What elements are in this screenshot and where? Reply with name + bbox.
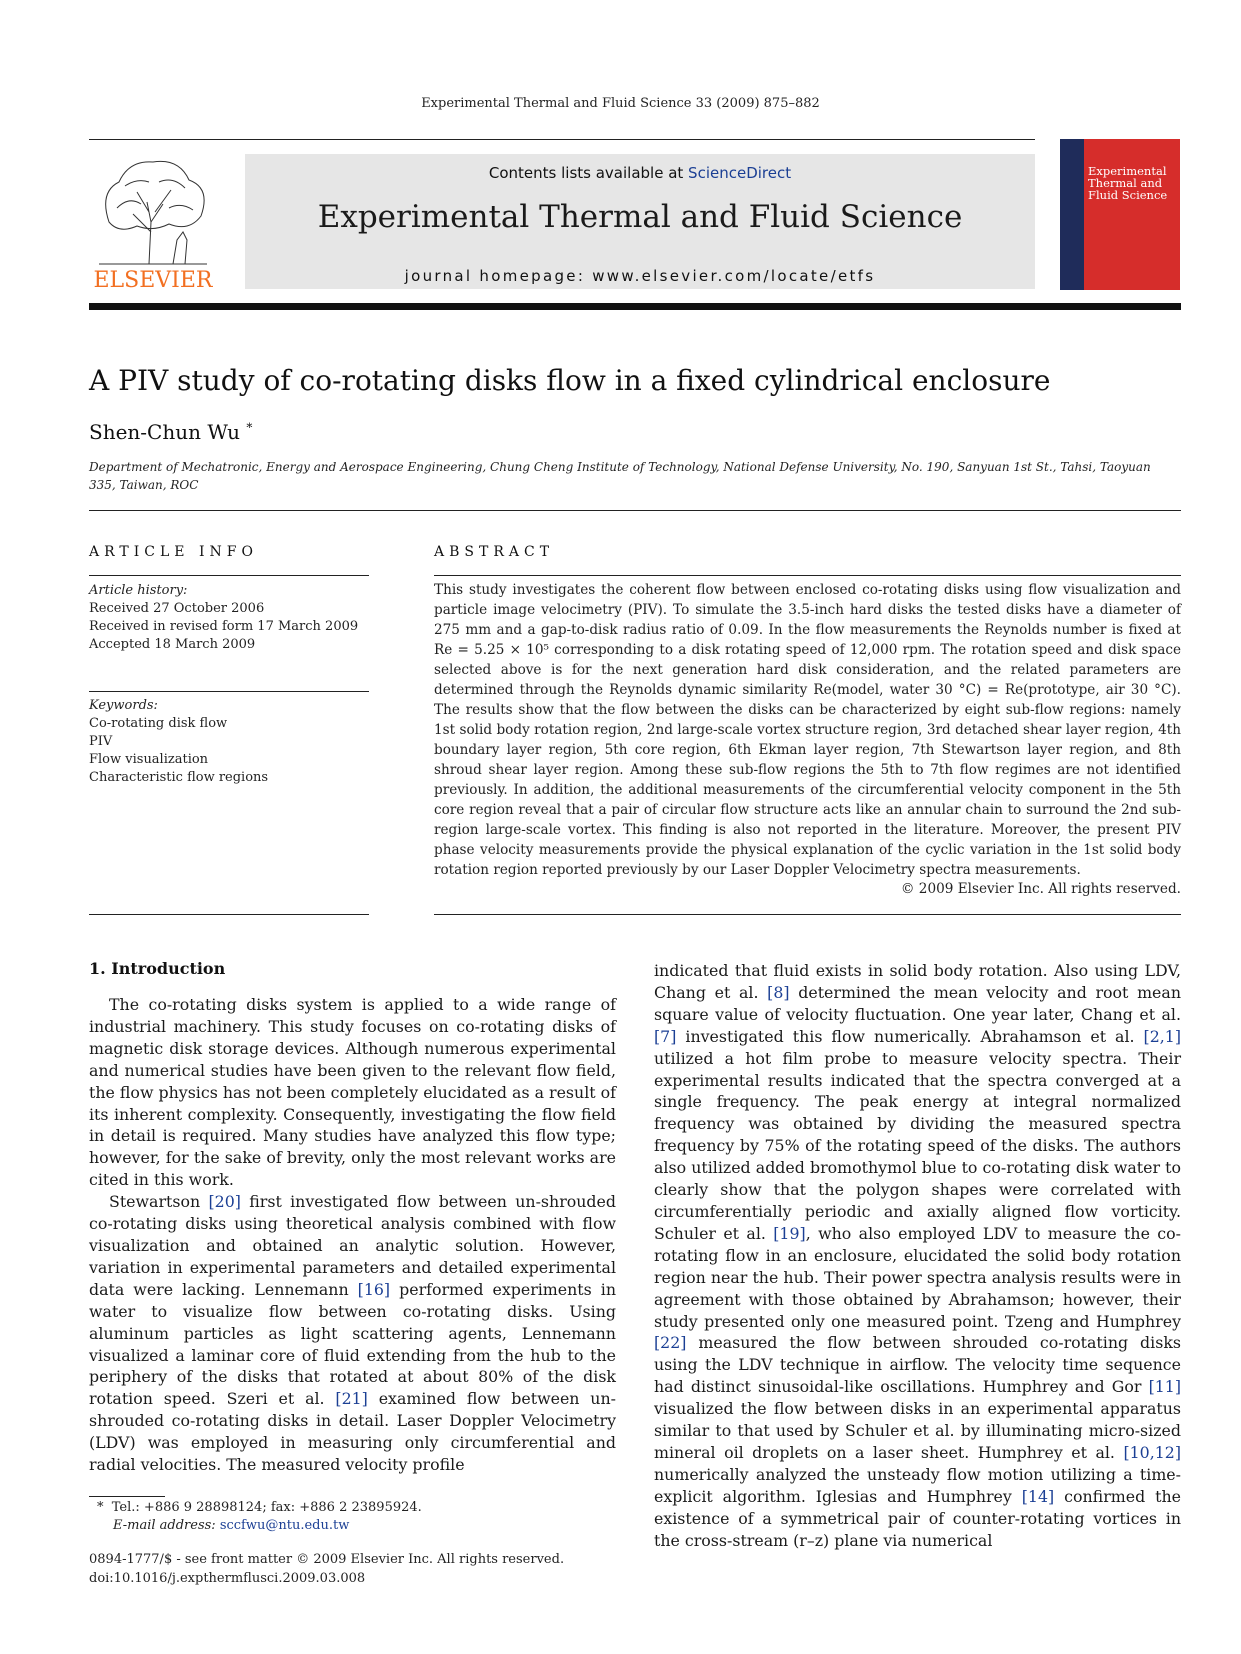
article-title: A PIV study of co-rotating disks flow in a fixed cylindrical enclosure bbox=[89, 364, 1051, 397]
title-rule bbox=[89, 510, 1181, 511]
history-label: Article history: bbox=[89, 583, 188, 598]
text-run: determined the mean velocity and root mean square value of velocity fluctuation. One year later, Chang et al. bbox=[654, 982, 1181, 1024]
affiliation: Department of Mechatronic, Energy and Aerospace Engineering, Chung Cheng Institute of Technology, National Defense University, No. 190, Sanyuan 1st St., Tahsi, Taoyuan 335, Taiwan, ROC bbox=[89, 460, 1151, 492]
keywords bbox=[89, 697, 369, 787]
text-run: visualized the flow between disks in an experimental apparatus similar to that used by Schuler et al. by illuminating micro-sized mineral oil droplets on a laser sheet. Humphrey et al. bbox=[654, 1399, 1181, 1462]
email-link[interactable]: sccfwu@ntu.edu.tw bbox=[219, 1518, 350, 1533]
citation-link[interactable]: [16] bbox=[357, 1279, 391, 1299]
article-info-heading: ARTICLE INFO bbox=[89, 544, 258, 560]
footnote-mark: * bbox=[97, 1500, 104, 1515]
journal-homepage[interactable]: journal homepage: www.elsevier.com/locate/etfs bbox=[404, 267, 876, 285]
footnote bbox=[89, 1499, 616, 1535]
running-header: Experimental Thermal and Fluid Science 33 (2009) 875–882 bbox=[421, 96, 820, 111]
sciencedirect-link[interactable]: ScienceDirect bbox=[688, 164, 792, 182]
text-run: indicated that fluid exists in solid body rotation. Also using LDV, Chang et al. bbox=[654, 961, 1181, 1002]
text-run: confirmed the existence of a symmetrical pair of counter-rotating vortices in the cross-stream (r–z) plane via numerical bbox=[654, 1486, 1181, 1550]
cover-strip bbox=[1060, 139, 1084, 290]
front-matter bbox=[89, 1550, 689, 1588]
info-rule-bottom bbox=[89, 914, 369, 915]
body-column-right bbox=[654, 960, 1181, 1551]
keyword-item: PIV bbox=[89, 734, 113, 749]
contents-prefix: Contents lists available at bbox=[488, 164, 689, 182]
citation-link[interactable]: [20] bbox=[208, 1192, 241, 1212]
body-column-left bbox=[89, 994, 616, 1476]
citation-link[interactable]: [14] bbox=[1021, 1486, 1055, 1506]
abstract-rule-top bbox=[434, 575, 1181, 576]
history-revised: Received in revised form 17 March 2009 bbox=[89, 619, 359, 634]
info-rule-top bbox=[89, 575, 369, 576]
author-line bbox=[89, 420, 252, 444]
citation-link[interactable]: [8] bbox=[767, 982, 790, 1002]
keywords-label: Keywords: bbox=[89, 698, 158, 713]
header-rule bbox=[89, 139, 1035, 140]
elsevier-logo bbox=[89, 152, 217, 292]
abstract-heading: ABSTRACT bbox=[434, 544, 555, 560]
text-run: utilized a hot film probe to measure velocity spectra. Their experimental results indicated that the spectra converged at a single frequency. The peak energy at integral normalized frequency was obtained by dividing the measured spectra frequency by 75% of the rotating speed of the disks. The authors also utilized added bromothymol blue to co-rotating disk water to clearly show that the polygon shapes were correlated with circumferentially periodic and axially aligned flow vorticity. Schuler et al. bbox=[654, 1048, 1181, 1243]
citation-link[interactable]: [19] bbox=[773, 1223, 806, 1243]
info-rule-mid bbox=[89, 691, 369, 692]
abstract-rule-bottom bbox=[434, 914, 1181, 915]
author-name: Shen-Chun Wu bbox=[89, 420, 240, 444]
abstract-text: This study investigates the coherent flow between enclosed co-rotating disks using flow visualization and particle image velocimetry (PIV). To simulate the 3.5-inch hard disks the tested disks have a diameter of 275 mm and a gap-to-disk radius ratio of 0.09. In the flow measurements the Reynolds number is fixed at Re = 5.25 × 10⁵ corresponding to a disk rotating speed of 12,000 rpm. The rotation speed and disk space selected above is for the next generation hard disk consideration, and the related parameters are determined through the Reynolds dynamic similarity Re(model, water 30 °C) = Re(prototype, air 30 °C). The results show that the flow between the disks can be characterized by eight sub-flow regions: namely 1st solid body rotation region, 2nd large-scale vortex structure region, 3rd detached shear layer region, 4th boundary layer region, 5th core region, 6th Ekman layer region, 7th Stewartson layer region, and 8th shroud shear layer region. Among these sub-flow regions the 5th to 7th flow regimes are not identified previously. In addition, the additional measurements of the circumferential velocity component in the 5th core region reveal that a pair of circular flow structure acts like an annular chain to surround the 2nd sub-region large-scale vortex. This finding is also not reported in the literature. Moreover, the present PIV phase velocity measurements provide the physical explanation of the cyclic variation in the 1st solid body rotation region reported previously by our Laser Doppler Velocimetry spectra measurements. bbox=[434, 582, 1181, 878]
citation-link[interactable]: [7] bbox=[654, 1026, 677, 1046]
paragraph: The co-rotating disks system is applied to a wide range of industrial machinery. This study focuses on co-rotating disks of magnetic disk storage devices. Although numerous experimental and numerical studies have been given to the relevant flow field, the flow physics has not been completely elucidated as a result of its inherent complexity. Consequently, investigating the flow field in detail is required. Many studies have analyzed this flow type; however, for the sake of brevity, only the most relevant works are cited in this work. bbox=[89, 995, 616, 1190]
text-run: , who also employed LDV to measure the co-rotating flow in an enclosure, elucidated the solid body rotation region near the hub. Their power spectra analysis results were in agreement with those obtained by Abrahamson; however, their study presented only one measured point. Tzeng and Humphrey bbox=[654, 1223, 1181, 1331]
article-history bbox=[89, 582, 369, 654]
issn-line: 0894-1777/$ - see front matter © 2009 Elsevier Inc. All rights reserved. bbox=[89, 1552, 565, 1567]
keyword-item: Characteristic flow regions bbox=[89, 770, 269, 785]
doi-line[interactable]: doi:10.1016/j.expthermflusci.2009.03.008 bbox=[89, 1571, 366, 1586]
cover-title: Experimental Thermal and Fluid Science bbox=[1088, 164, 1168, 202]
keyword-item: Co-rotating disk flow bbox=[89, 716, 228, 731]
email-label: E-mail address: bbox=[113, 1518, 220, 1533]
footnote-tel: Tel.: +886 9 28898124; fax: +886 2 23895924. bbox=[111, 1500, 422, 1515]
elsevier-tree-icon bbox=[89, 152, 217, 268]
citation-link[interactable]: [2,1] bbox=[1143, 1026, 1181, 1046]
footnote-rule bbox=[89, 1496, 165, 1497]
journal-banner bbox=[245, 154, 1035, 289]
contents-line bbox=[245, 164, 1035, 182]
section-heading: 1. Introduction bbox=[89, 959, 226, 978]
abstract-copyright: © 2009 Elsevier Inc. All rights reserved. bbox=[900, 881, 1181, 897]
text-run: Stewartson bbox=[109, 1192, 209, 1212]
text-run: performed experiments in water to visualize flow between co-rotating disks. Using aluminum particles as light scattering agents, Lennemann visualized a laminar core of fluid extending from the hub to the periphery of the disks that rotated at about 80% of the disk rotation speed. Szeri et al. bbox=[89, 1279, 616, 1409]
text-run: investigated this flow numerically. Abrahamson et al. bbox=[676, 1026, 1144, 1046]
paragraph bbox=[89, 1191, 616, 1476]
citation-link[interactable]: [21] bbox=[335, 1389, 368, 1409]
history-accepted: Accepted 18 March 2009 bbox=[89, 637, 256, 652]
citation-link[interactable]: [11] bbox=[1148, 1377, 1181, 1397]
history-received: Received 27 October 2006 bbox=[89, 601, 265, 616]
citation-link[interactable]: [22] bbox=[654, 1333, 687, 1353]
text-run: first investigated flow between un-shrouded co-rotating disks using theoretical analysis combined with flow visualization and obtained an analytic solution. However, variation in experimental parameters and detailed experimental data were lacking. Lennemann bbox=[89, 1192, 616, 1299]
header-thick-bar bbox=[89, 303, 1181, 310]
text-run: examined flow between un-shrouded co-rotating disks in detail. Laser Doppler Velocimetry (LDV) was employed in measuring only circumferential and radial velocities. The measured velocity profile bbox=[89, 1389, 616, 1475]
citation-link[interactable]: [10,12] bbox=[1123, 1442, 1181, 1462]
journal-cover bbox=[1060, 139, 1180, 290]
keyword-item: Flow visualization bbox=[89, 752, 209, 767]
journal-title: Experimental Thermal and Fluid Science bbox=[317, 199, 963, 235]
elsevier-wordmark: ELSEVIER bbox=[93, 268, 213, 293]
text-run: measured the flow between shrouded co-rotating disks using the LDV technique in airflow. The velocity time sequence had distinct sinusoidal-like oscillations. Humphrey and Gor bbox=[654, 1333, 1181, 1397]
text-run: numerically analyzed the unsteady flow motion utilizing a time-explicit algorithm. Iglesias and Humphrey bbox=[654, 1464, 1181, 1506]
author-footnote-mark[interactable]: * bbox=[246, 420, 253, 435]
paragraph bbox=[654, 960, 1181, 1551]
